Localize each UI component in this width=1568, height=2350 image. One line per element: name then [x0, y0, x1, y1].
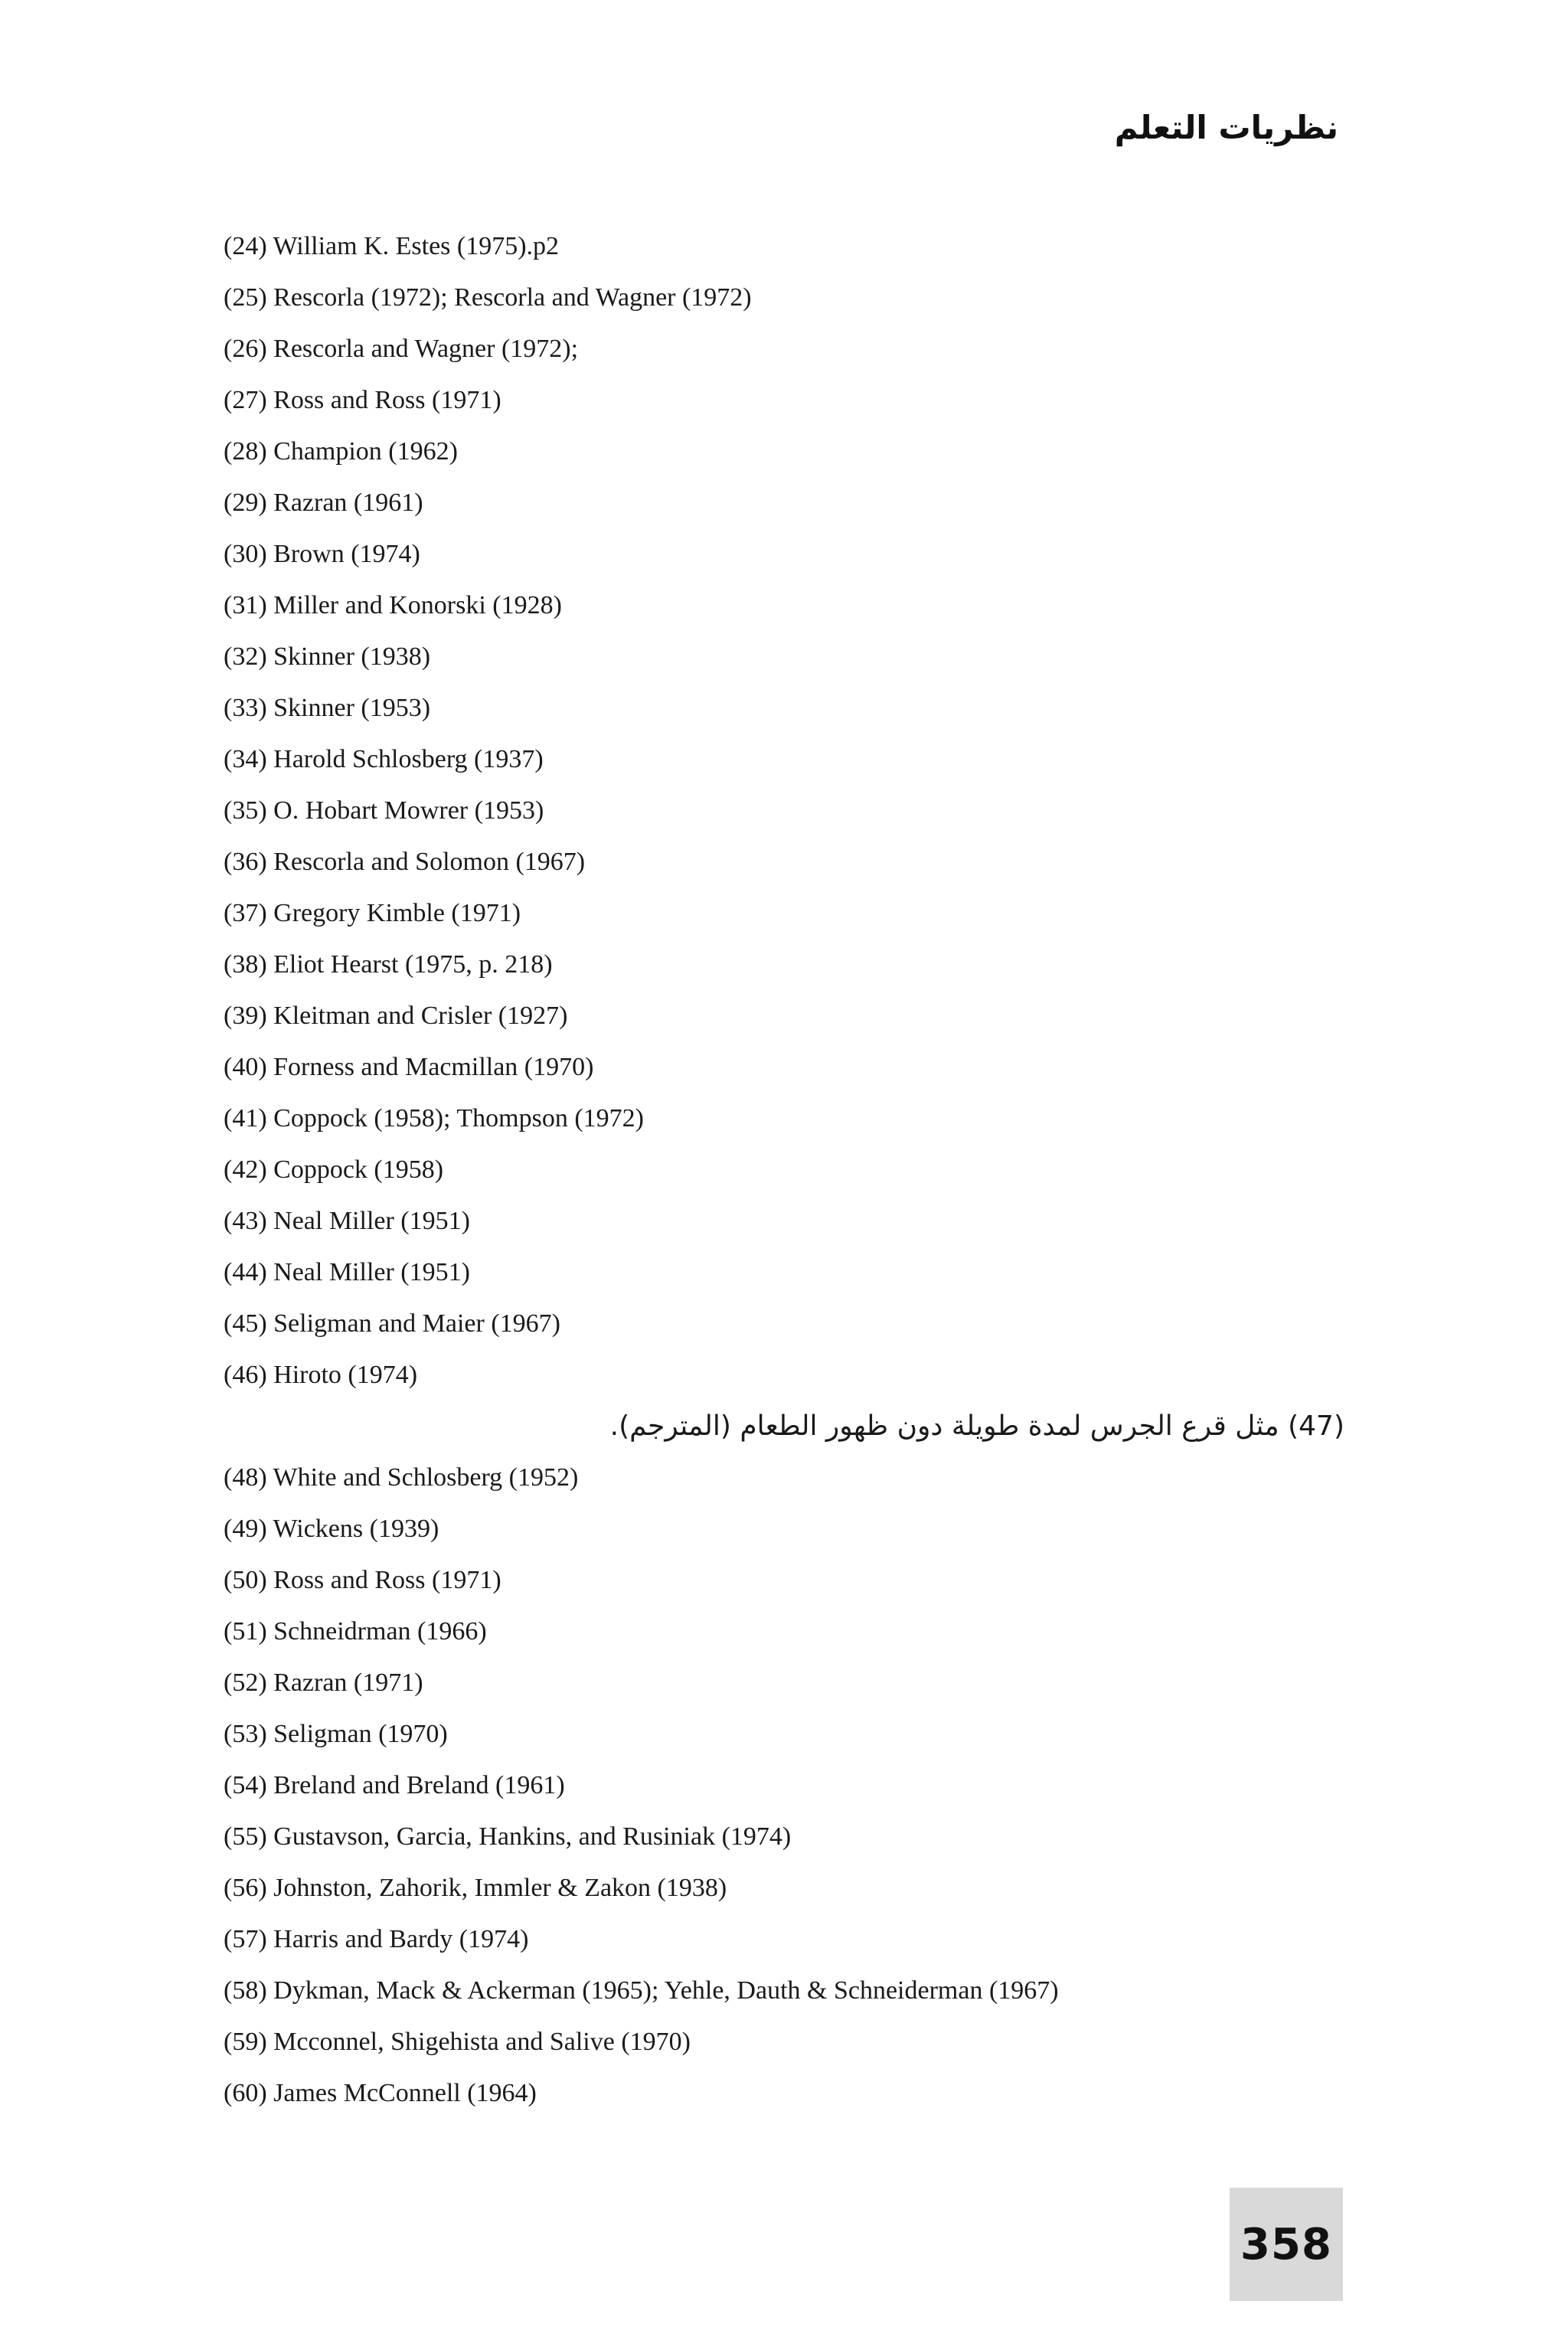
- endnote-item: (27) Ross and Ross (1971): [224, 386, 501, 414]
- endnote-item: (47) مثل قرع الجرس لمدة طويلة دون ظهور الطعام (المترجم).: [609, 1410, 1344, 1442]
- endnote-item: (31) Miller and Konorski (1928): [224, 591, 562, 619]
- endnote-item: (35) O. Hobart Mowrer (1953): [224, 796, 544, 825]
- endnote-item: (60) James McConnell (1964): [224, 2079, 537, 2107]
- endnote-item: (25) Rescorla (1972); Rescorla and Wagner (1972): [224, 283, 752, 312]
- endnote-item: (26) Rescorla and Wagner (1972);: [224, 335, 579, 363]
- endnote-item: (58) Dykman, Mack & Ackerman (1965); Yehle, Dauth & Schneiderman (1967): [224, 1976, 1059, 2005]
- endnotes-list: [224, 226, 1344, 2124]
- endnote-item: (33) Skinner (1953): [224, 694, 431, 722]
- endnote-item: (53) Seligman (1970): [224, 1720, 448, 1748]
- endnote-item: (30) Brown (1974): [224, 540, 420, 568]
- endnote-item: (52) Razran (1971): [224, 1669, 423, 1697]
- endnote-item: (39) Kleitman and Crisler (1927): [224, 1002, 568, 1030]
- endnote-item: (37) Gregory Kimble (1971): [224, 899, 521, 927]
- endnote-item: (55) Gustavson, Garcia, Hankins, and Rusiniak (1974): [224, 1822, 792, 1851]
- endnote-item: (45) Seligman and Maier (1967): [224, 1309, 560, 1338]
- endnote-item: (28) Champion (1962): [224, 437, 458, 466]
- endnote-item: (46) Hiroto (1974): [224, 1361, 418, 1389]
- endnote-item: (24) William K. Estes (1975).p2: [224, 232, 560, 260]
- endnote-item: (56) Johnston, Zahorik, Immler & Zakon (1938): [224, 1874, 727, 1902]
- endnote-item: (29) Razran (1961): [224, 489, 423, 517]
- endnote-item: (42) Coppock (1958): [224, 1155, 444, 1184]
- endnote-item: (54) Breland and Breland (1961): [224, 1771, 565, 1799]
- endnote-item: (59) Mcconnel, Shigehista and Salive (1970): [224, 2028, 691, 2056]
- endnote-item: (36) Rescorla and Solomon (1967): [224, 848, 586, 876]
- endnote-item: (44) Neal Miller (1951): [224, 1258, 470, 1286]
- endnote-item: (40) Forness and Macmillan (1970): [224, 1053, 594, 1081]
- running-header-title: نظريات التعلم: [1114, 109, 1338, 146]
- endnote-item: (34) Harold Schlosberg (1937): [224, 745, 544, 773]
- endnote-item: (51) Schneidrman (1966): [224, 1617, 487, 1646]
- endnote-item: (41) Coppock (1958); Thompson (1972): [224, 1104, 644, 1133]
- endnote-item: (57) Harris and Bardy (1974): [224, 1925, 529, 1953]
- endnote-item: (43) Neal Miller (1951): [224, 1207, 470, 1235]
- endnote-item: (38) Eliot Hearst (1975, p. 218): [224, 950, 553, 979]
- endnote-item: (48) White and Schlosberg (1952): [224, 1463, 579, 1492]
- page-number-box: [1230, 2188, 1343, 2301]
- page-number: 358: [1240, 2219, 1332, 2270]
- endnote-item: (50) Ross and Ross (1971): [224, 1566, 501, 1594]
- endnote-item: (32) Skinner (1938): [224, 642, 431, 671]
- endnote-item: (49) Wickens (1939): [224, 1515, 439, 1543]
